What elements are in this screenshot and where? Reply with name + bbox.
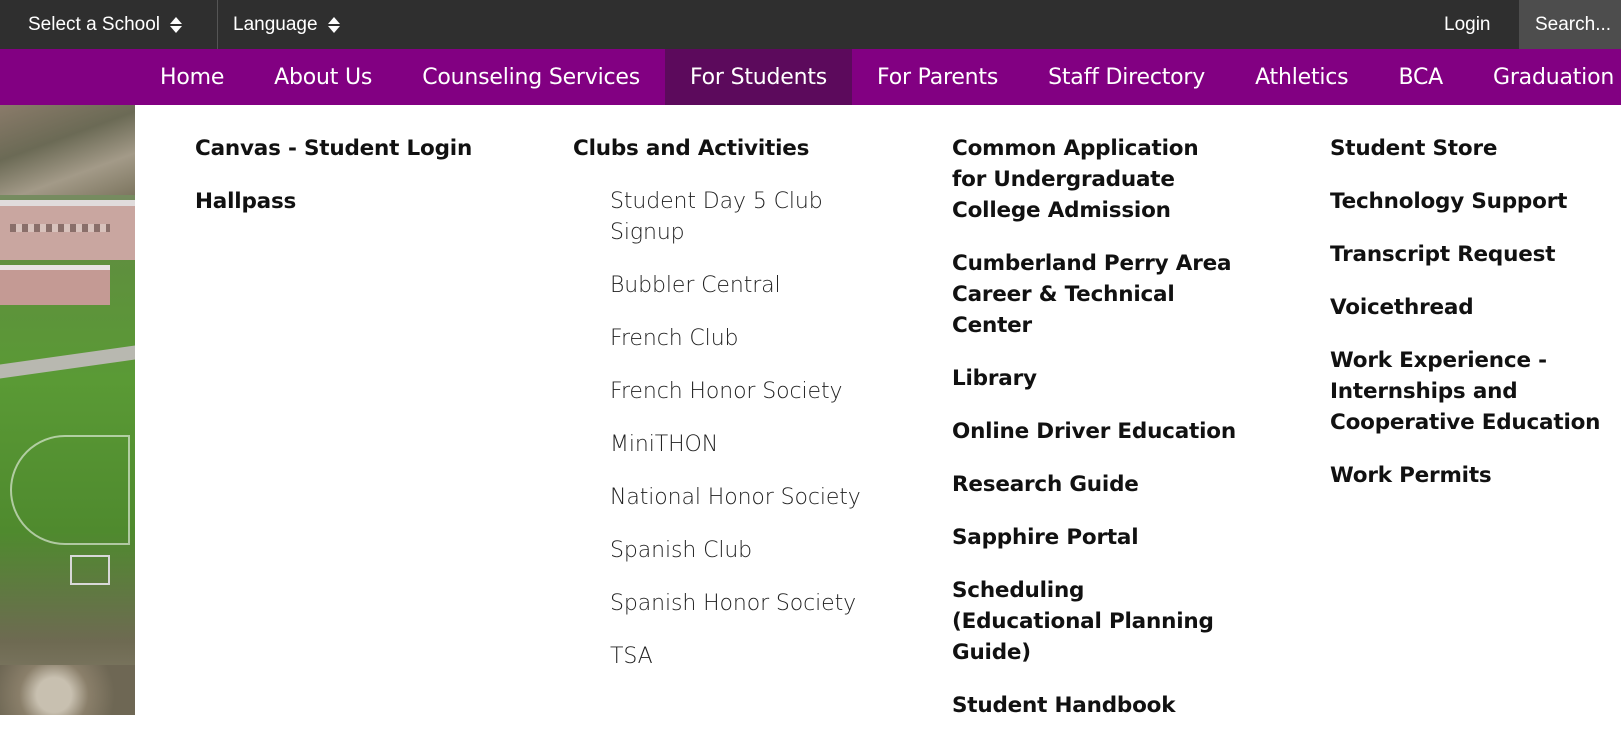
menu-sublink-french-honor-society[interactable]: French Honor Society [610, 379, 843, 404]
menu-link-work-permits[interactable]: Work Permits [1330, 463, 1492, 488]
main-nav-list [135, 49, 1621, 105]
menu-sublink-tsa[interactable]: TSA [610, 644, 653, 669]
menu-link-online-driver-education[interactable]: Online Driver Education [952, 419, 1236, 444]
nav-item-home[interactable]: Home [160, 64, 225, 90]
menu-link-hallpass[interactable]: Hallpass [195, 189, 297, 214]
up-down-arrows-icon [170, 17, 182, 33]
menu-link-voicethread[interactable]: Voicethread [1330, 295, 1474, 320]
menu-column-4 [1330, 105, 1615, 513]
nav-item-about-us[interactable]: About Us [274, 64, 373, 90]
for-students-mega-menu [135, 105, 1621, 718]
hero-building [0, 200, 135, 260]
menu-link-work-experience[interactable]: Work Experience - Internships and Cooperative Education [1330, 348, 1601, 435]
menu-link-transcript-request[interactable]: Transcript Request [1330, 242, 1556, 267]
hero-building-annex [0, 265, 110, 305]
hero-trees [0, 105, 135, 195]
hero-campus-image [0, 105, 135, 715]
utility-divider [217, 0, 218, 49]
hero-brush [0, 665, 135, 715]
language-select-label: Language [233, 13, 318, 35]
nav-item-for-parents[interactable]: For Parents [877, 64, 999, 90]
menu-sublink-day5-club-signup[interactable]: Student Day 5 Club Signup [610, 189, 823, 245]
school-select[interactable] [28, 0, 182, 49]
menu-sublink-bubbler-central[interactable]: Bubbler Central [610, 273, 781, 298]
hero-track-field [10, 435, 130, 545]
nav-item-athletics[interactable]: Athletics [1255, 64, 1349, 90]
school-select-label: Select a School [28, 13, 161, 35]
menu-sublink-national-honor-society[interactable]: National Honor Society [610, 485, 861, 510]
nav-item-graduation[interactable]: Graduation [1492, 64, 1615, 90]
menu-link-technology-support[interactable]: Technology Support [1330, 189, 1568, 214]
menu-sublink-spanish-honor-society[interactable]: Spanish Honor Society [610, 591, 857, 616]
language-select[interactable] [233, 0, 340, 49]
menu-link-cumberland-perry-ctc[interactable]: Cumberland Perry Area Career & Technical Center [952, 251, 1232, 338]
menu-link-student-store[interactable]: Student Store [1330, 136, 1498, 161]
nav-item-staff-directory[interactable]: Staff Directory [1048, 64, 1206, 90]
hero-road [0, 346, 135, 379]
menu-link-sapphire-portal[interactable]: Sapphire Portal [952, 525, 1139, 550]
up-down-arrows-icon [328, 17, 340, 33]
menu-link-common-application[interactable]: Common Application for Undergraduate College Admission [952, 136, 1199, 223]
menu-link-library[interactable]: Library [952, 366, 1037, 391]
search-input[interactable] [1519, 0, 1621, 49]
menu-sublink-french-club[interactable]: French Club [610, 326, 739, 351]
menu-link-scheduling[interactable]: Scheduling (Educational Planning Guide) [952, 578, 1214, 665]
menu-link-student-handbook[interactable]: Student Handbook [952, 693, 1176, 718]
menu-link-canvas-login[interactable]: Canvas - Student Login [195, 136, 473, 161]
menu-sublink-minithon[interactable]: MiniTHON [610, 432, 719, 457]
hero-goal-post [70, 555, 110, 585]
login-link[interactable]: Login [1444, 13, 1491, 35]
menu-column-1 [195, 105, 525, 239]
nav-item-bca[interactable]: BCA [1398, 64, 1443, 90]
nav-item-for-students[interactable]: For Students [665, 49, 852, 105]
menu-sublink-spanish-club[interactable]: Spanish Club [610, 538, 753, 563]
menu-link-clubs-activities[interactable]: Clubs and Activities [573, 136, 810, 161]
nav-item-counseling-services[interactable]: Counseling Services [422, 64, 640, 90]
menu-link-research-guide[interactable]: Research Guide [952, 472, 1139, 497]
menu-column-2 [573, 105, 903, 694]
main-nav [0, 49, 1621, 105]
utility-bar [0, 0, 1621, 49]
menu-column-3 [952, 105, 1237, 743]
